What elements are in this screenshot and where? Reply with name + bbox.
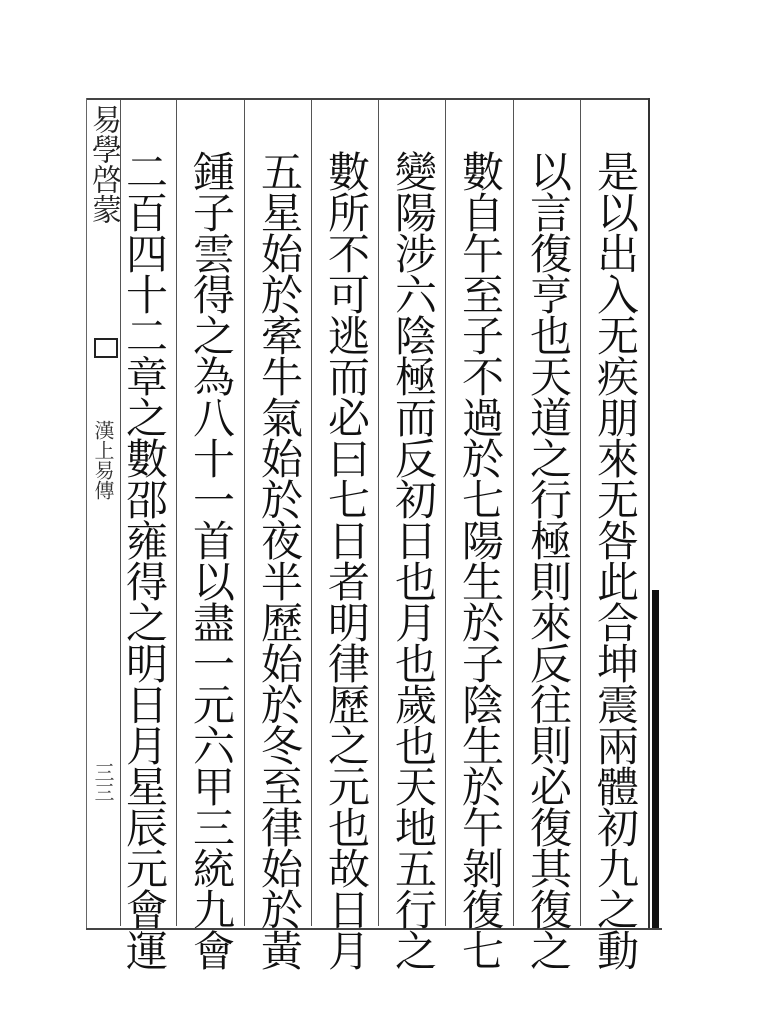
text-column-1: 是以出入无疾朋來无咎此合坤震兩體初九之動 <box>591 150 640 970</box>
margin-title: 易學啓蒙 <box>86 104 121 224</box>
text-column-6: 五星始於牽牛氣始於夜半歷始於冬至律始於黃 <box>255 150 304 970</box>
column-rule <box>513 100 514 926</box>
text-column-7: 鍾子雲得之為八十一首以盡一元六甲三統九會 <box>187 150 236 970</box>
column-rule <box>176 100 177 926</box>
text-column-8: 二百四十二章之數邵雍得之明日月星辰元會運 <box>120 150 169 970</box>
column-rule <box>244 100 245 926</box>
text-column-3: 數自午至子不過於七陽生於子陰生於午剝復七 <box>456 150 505 970</box>
page-number: 三三 <box>91 762 115 802</box>
frame-right-thick-border <box>652 590 659 928</box>
column-rule <box>445 100 446 926</box>
frame-top-border <box>86 98 648 100</box>
frame-right-border <box>648 98 650 928</box>
margin-subtitle: 漢上易傳 <box>91 420 115 500</box>
column-rule <box>311 100 312 926</box>
text-column-4: 變陽涉六陰極而反初日也月也歲也天地五行之 <box>389 150 438 970</box>
text-column-2: 以言復亨也天道之行極則來反往則必復其復之 <box>524 150 573 970</box>
frame-bottom-border <box>86 928 662 930</box>
column-rule <box>580 100 581 926</box>
column-rule <box>378 100 379 926</box>
text-column-5: 數所不可逃而必曰七日者明律歷之元也故日月 <box>322 150 371 970</box>
